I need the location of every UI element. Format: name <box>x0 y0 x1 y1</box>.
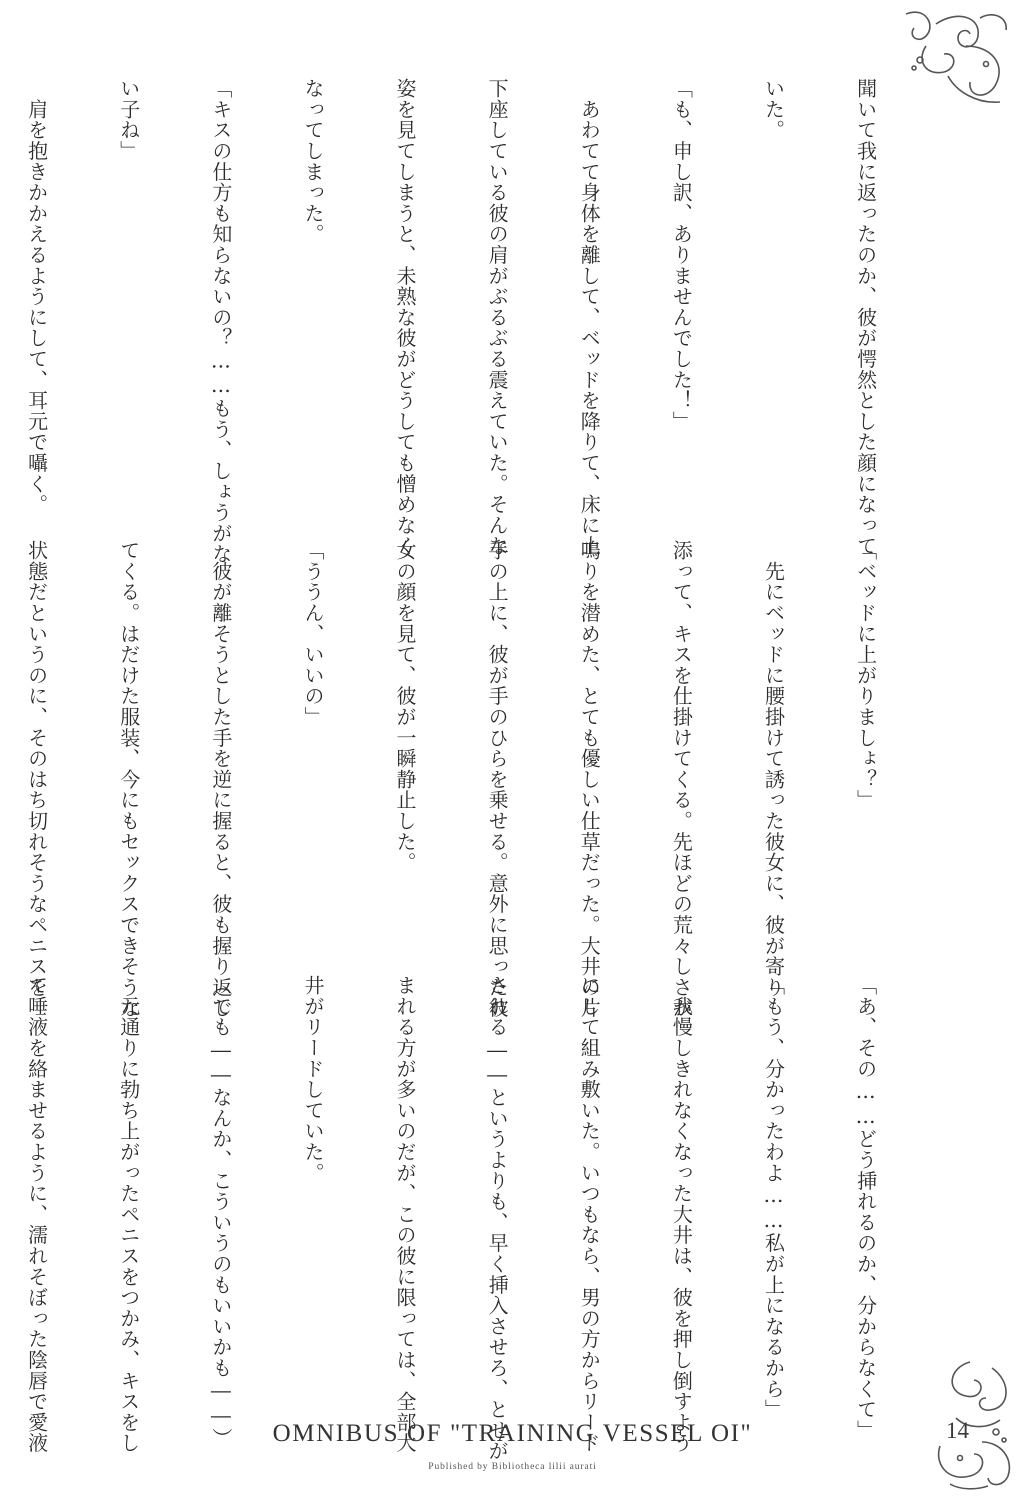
text-line: て唾液を絡ませるように、濡れそぼった陰唇で愛液 <box>24 975 49 1454</box>
text-line: 聞いて我に返ったのか、彼が愕然とした顔になって <box>853 78 878 557</box>
text-line: される――というよりも、早く挿入させろ、とせが <box>485 975 510 1462</box>
text-line: 姿を見てしまうと、未熟な彼がどうしても憎めなく <box>393 78 418 557</box>
text-line: てくる。はだけた服装、今にもセックスできそうな <box>116 540 141 1019</box>
text-line: 「キスの仕方も知らないの？……もう、しょうがな <box>208 78 233 565</box>
text-line: 「あ、その……どう挿れるのか、分からなくて」 <box>853 975 878 1441</box>
text-column-middle <box>24 540 942 1019</box>
text-line: 元通りに勃ち上がったペニスをつかみ、キスをし <box>116 975 141 1454</box>
text-line: にして組み敷いた。いつもなら、男の方からリード <box>577 975 602 1454</box>
text-line: 状態だというのに、そのはち切れそうなペニスを <box>24 540 49 998</box>
text-line: （でも――なんか、こういうのもいいかも――） <box>208 975 233 1449</box>
text-line: 「も、申し訳、ありませんでした！」 <box>669 78 694 432</box>
text-line: 彼が離そうとした手を逆に握ると、彼も握り返し <box>208 540 233 1019</box>
text-line: 我慢しきれなくなった大井は、彼を押し倒すよう <box>669 975 694 1454</box>
text-line: 「ベッドに上がりましょ？」 <box>853 540 878 811</box>
text-line: あわてて身体を離して、ベッドを降りて、床に土 <box>577 78 602 557</box>
text-line: 肩を抱きかかえるようにして、耳元で囁く。 <box>24 78 49 515</box>
text-line: 鳴りを潜めた、とても優しい仕草だった。大井の片 <box>577 540 602 1019</box>
text-column-top <box>24 78 942 565</box>
text-line: 添って、キスを仕掛けてくる。先ほどの荒々しさが <box>669 540 694 1019</box>
text-line: 下座している彼の肩がぶるぶる震えていた。そんな <box>485 78 510 557</box>
text-line: 女の顔を見て、彼が一瞬静止した。 <box>393 540 418 873</box>
text-line: い子ね」 <box>116 78 141 162</box>
text-line: 手の上に、彼が手のひらを乗せる。意外に思った彼 <box>485 540 510 1019</box>
text-line: いた。 <box>761 78 786 141</box>
text-line: 先にベッドに腰掛けて誘った彼女に、彼が寄り <box>761 540 786 998</box>
footer-publisher: Published by Bibliotheca lilii aurati <box>428 1462 597 1472</box>
page-number: 14 <box>946 1418 969 1443</box>
text-line: 「ううん、いいの」 <box>300 540 325 728</box>
text-line: まれる方が多いのだが、この彼に限っては、全部大 <box>393 975 418 1454</box>
footer-title: OMNIBUS OF "TRAINING VESSEL OI" <box>272 1420 753 1447</box>
text-line: なってしまった。 <box>300 78 325 245</box>
text-line: 井がリードしていた。 <box>300 975 325 1183</box>
text-line: 「もう、分かったわよ……私が上になるから」 <box>761 975 786 1420</box>
